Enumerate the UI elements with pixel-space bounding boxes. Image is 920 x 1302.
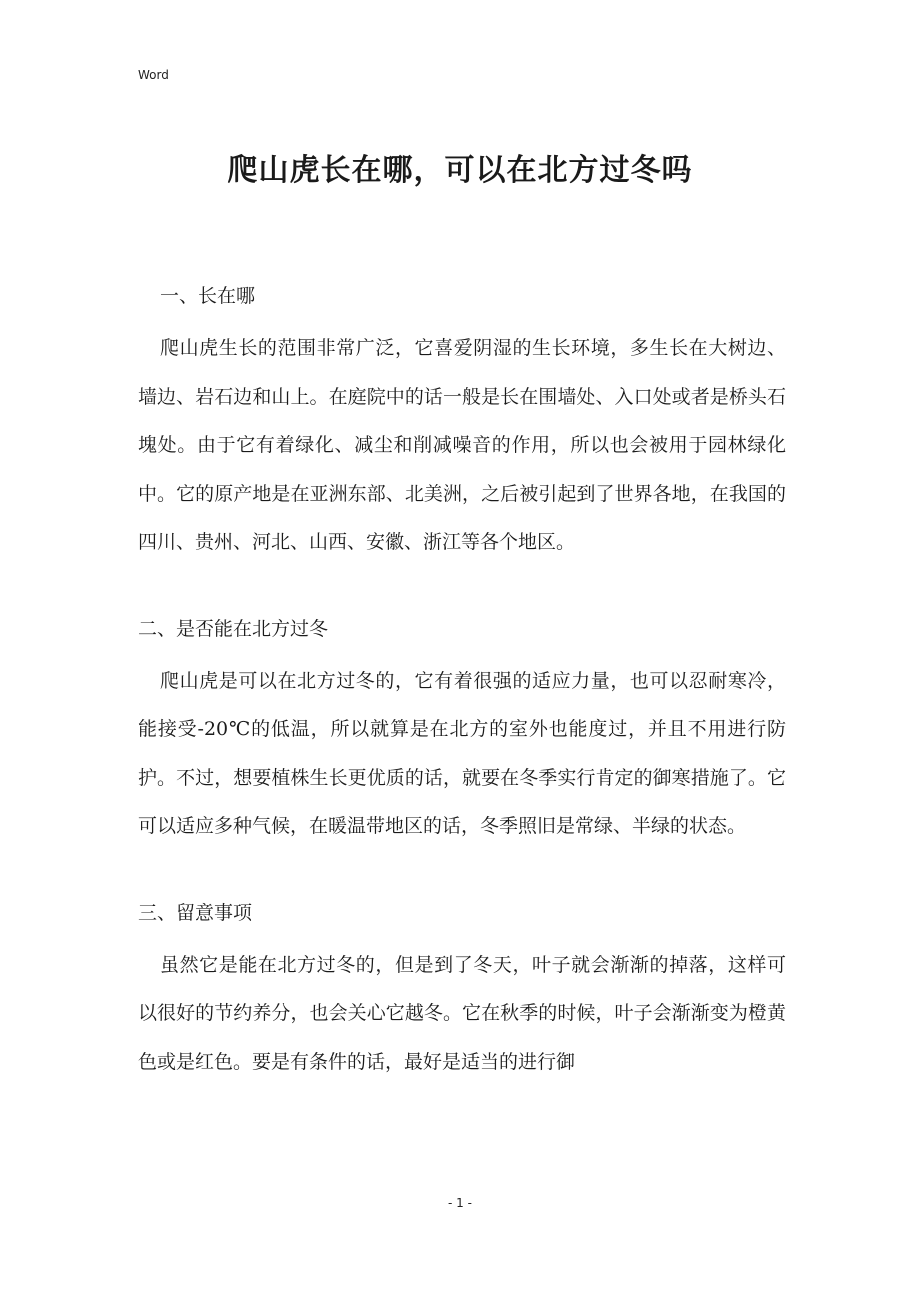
section-heading: 二、是否能在北方过冬 [138, 617, 329, 640]
section-heading: 三、留意事项 [138, 901, 253, 924]
section-paragraph: 虽然它是能在北方过冬的，但是到了冬天，叶子就会渐渐的掉落，这样可以很好的节约养分，也会关心它越冬。它在秋季的时候，叶子会渐渐变为橙黄色或是红色。要是有条件的话，最好是适当的进行御 [138, 953, 786, 1073]
section-winter-north [138, 609, 786, 851]
section-spacer [138, 851, 786, 893]
section-spacer [138, 567, 786, 609]
section-paragraph: 爬山虎是可以在北方过冬的，它有着很强的适应力量，也可以忍耐寒冷，能接受-20℃的低温，所以就算是在北方的室外也能度过，并且不用进行防护。不过，想要植株生长更优质的话，就要在冬季实行肯定的御寒措施了。它可以适应多种气候，在暖温带地区的话，冬季照旧是常绿、半绿的状态。 [138, 669, 786, 837]
section-notes [138, 893, 786, 1087]
page-number: - 1 - [448, 1196, 472, 1210]
section-paragraph: 爬山虎生长的范围非常广泛，它喜爱阴湿的生长环境，多生长在大树边、墙边、岩石边和山上。在庭院中的话一般是长在围墙处、入口处或者是桥头石塊处。由于它有着绿化、减尘和削减噪音的作用，所以也会被用于园林绿化中。它的原产地是在亚洲东部、北美洲，之后被引起到了世界各地，在我国的四川、贵州、河北、山西、安徽、浙江等各个地区。 [138, 337, 786, 553]
document-body [138, 276, 786, 1086]
page-header-label: Word [138, 68, 169, 82]
document-title: 爬山虎长在哪，可以在北方过冬吗 [227, 153, 693, 188]
section-where-it-grows [138, 276, 786, 567]
section-heading: 一、长在哪 [160, 285, 256, 307]
